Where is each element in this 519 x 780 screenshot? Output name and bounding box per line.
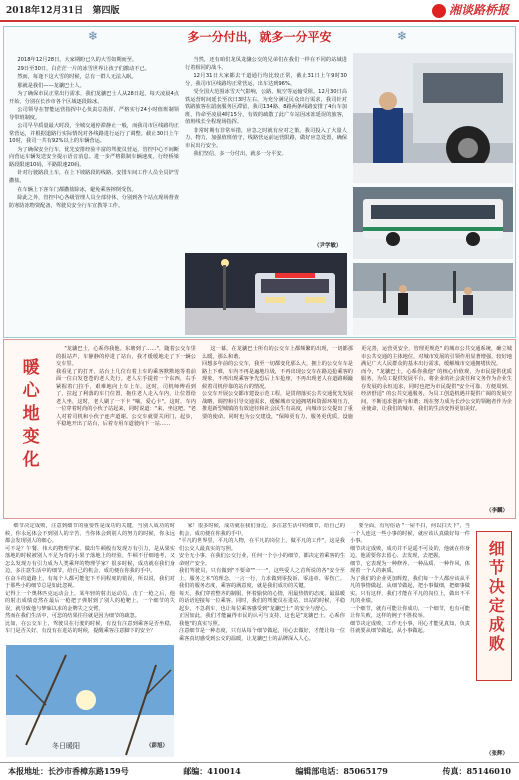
article-column-1 [9,57,179,335]
masthead-logo: 湘谈路桥报 [432,2,509,19]
page-footer [0,762,519,780]
edition-label: 第四版 [92,6,120,16]
footer-postcode: 邮编：410014 [183,766,241,776]
paragraph: 2018年12月28日，大家期盼已久的大雪如期而至。 [17,57,138,63]
paragraph: 我们坚信，多一分付出，就多一分平安。 [193,151,287,158]
paragraph: 29日至30日，白茫茫一片的冰雪世界让孩子们激动不已。 [17,65,150,72]
article-safety [3,26,516,338]
article-byline: （李麟） [486,508,509,514]
photo-caption: 冬日暖阳 [52,742,80,750]
paragraph: 公司早早质量最大时段，全城交通停滞静止一般，而我司市区线路均正常营运，并根据道路行实际情况对各线路进行运行了调整。截止30日上午10时，我司一共有92%以上的车辆营运。 [9,123,179,145]
paragraph: 为了确保安全行车，优先安排经验丰富的驾驶员营运，管控中心不间断向营运车辆发送安全提示语音消息。进一步严格限制车辆速度，行经桥梁路段限速10码，平路限速20码。 [9,146,179,168]
paragraph: 然而，每逢下这大雪的时候，总有一群人无法入眠。 [17,74,137,81]
article-byline: （张辉） [486,751,509,757]
photo-winter-sun [6,645,174,757]
article-column-1: "龙骧巴士，心系你我他。东塘到了……"，随着公交车里的报站声，车静静的停进了站台，我才缓缓地走了下一辆公交车里。 我看见了的打开，站台上几位有着上车的乘客默默地等着前面一位白发苍苍的老人先行。老人左手提着一个东西，右手紧握着门拉手，艰难地向上车上车。这时，司机师傅看到了，拉起了利落的车门位置，拖住老人走入车内，让位置给老人坐，这时，老人刷了一下卡 "嘀，爱心卡"。这时，车内一位穿着时尚的小伙子站起来，同时说道："来，坐这吧。"老人对着司机和小伙子连声道谢。公交车就要关闭门，起步，平稳地开出了站台，后着专用车道驶向下一站…… [56,346,196,428]
paragraph: 除此之外，管控中心各级管理人员全部待休，分别到各个站点现场督查防寒防冻物资配备，驾驶员安全行车宣教等工作。 [9,195,179,209]
paragraph: 12月31日大家都去干道通行均比较正常，截止31日上午9时30分，我司市区线路均正常营运，出车达到96%。 [185,73,347,87]
paragraph: 受全国大范围冰雪天气影响，公路、航空等运输受阻。12月30日高铁运营时间延长至次日3时左右，为充分满足民众出行需求，我司针对铁路旅客在韶南服务区滞留，我司134路、8路两条线路安排了4台车加班，待命至凌晨4时15分，有效的疏散了此广车站因冰冻延误的旅客，值班线长全程现场指挥。 [185,89,347,126]
paragraph: 公司领导在智能运营指挥中心负责总指挥，严格实行24小时值班制领导带班制度。 [9,107,179,121]
paragraph: 当然，还有咱们龙凤龙骧公交的兄弟们在我们一样在不同的站域进行着相同的战斗。 [185,57,347,71]
snowflake-icon: ❄ [397,29,408,43]
article-title: 细节决定成败 [486,540,506,654]
footer-fax: 传真：85146010 [442,766,511,776]
article-column-1: 细节决定成败，注意到细节的重要性是成功的关键，当别人成功的时候，你永远体会不到别人的辛苦，当你体会到别人的努力的时候，你永远都会发现别人的细心。 可不是？午餐、伟大的物理学家、做出牛顿般有发现万有引力，是从果实落地的时候被别人不足为奇的小果子落地上的经验，牛顿不仔细地考，又怎么发现万有引力成为人类乘拜的物理学家？很多时候，成功就在我们身边，多注意生活中的细节，给自己的机会，成功便在你我的手中。 在奋斗的道路上，有每个人都可能犯下不同程度的错误，所以说，我们对于那些小的细节总是如此忽视。 记得上一个奥林匹克运动会上，某年轻的射击运动员，击了一枪之后，他的射击成绩竟然在最后一枪把子弹射到了别人的枪靶上，一个细节的失误，就导致他与梦寐以求的金牌失之交臂。 然而在我们生活中，可悲的结果往往就是因为细节的疏忽。 比如，在公交车上，驾驶员在行驶的时候，有没有注意到乘客是否坐稳，车门是否关好，有没有在进站的时候，提醒乘客注意脚下的安全？ [5,523,175,635]
logo-icon [432,4,446,18]
article-warm-change [3,339,516,519]
page-header [0,0,519,22]
paragraph: 为了确保市民正常出行需求，我们龙骧巴士人从28日起，每天凌晨4点开始，分别在长沙市各个区域逐段除冰。 [9,91,179,105]
photo-snow-sweeping [353,263,513,335]
article-column-2 [185,57,347,197]
footer-phone: 编辑部电话：85065179 [295,766,388,776]
photo-worker-wheel [353,53,513,183]
article-byline: （尹学敏） [314,243,342,249]
paragraph: 那就是我们——龙骧巴士人。 [17,82,85,89]
article-headline: 多一分付出，就多一分平安 [187,30,332,44]
issue-date: 2018年12月31日 第四版 [6,6,120,16]
paragraph: 在车辆上下客车门都撒盐除冰，避免乘客摔倒受伤。 [17,186,137,193]
article-column-2: 这一幕，在龙骧巴士所有的公交车上都频繁的出现，一切都那么暖，那么和谐。 回想多年前的公交车，我至一切都变化那么大，拥上的公交车车是路上下难，车内不再是遍地垃圾，不再出现公交车在路边抢乘客的现象，不再出现乘客争先恐后上车抢座，不再出现老人在道路颠簸候着司机停靠的站台的情况。 公交车开展公交都市建设示范工程，是贯彻落实公共交通优先发展战略，调控和引导交通需求，缓解城市交通拥堵和资源环境压力，推进新型城镇的有效途径和社会民生有高度，向城市公交提出了重要的使命。同时也为公交建设，"保障更有力，服务更优质，设施更完善，运营更安全，管理更规范" 的城市公共交通系统，确立城市公共交通的主体地位，对城市发展的引领作用显著增强，较好地满足广大人民群众的基本出行需求，缓解城市交通拥堵状况。 而今，"龙骧巴士，心系你我他" 的核心价值观，为市民提供优质服务，为员工提供发展平台，将企业的社会责任和文务作为企业生存发展的永恒追求，同时也把为市民提供"安全可靠、方便周到、经济舒适" 的公共交通服务，为员工创造机遇并提供广阔的发展空间，不断追求创新与和谐；现在努力成为长沙公交的领跑者作为企业使命，让我们的城市，我们的生活变得更加美好。 [202,346,512,420]
paragraph: 非常时期有非常举措，应急之时就有应对之策。我司投入了大量人力、物力，加强值班值守，线路营运前运营限路，做好应急处置，确保市民出行安全。 [185,127,347,149]
photo-bus-snow [353,187,513,259]
footer-address: 本报地址：长沙市香樟东路159号 [8,766,129,776]
article-title: 暖心地变化 [18,358,39,473]
article-details [3,521,516,761]
snowflake-icon: ❄ [88,29,99,43]
article-column-3: 要全面，有句俗话 "一屋不扫，何以扫天下"，当一个人连这一些小事的时候，就应该认真做好每一件小事。 细节决定成败，成功并不是遥不可及的，他就在你身边。他需要你去留心、去发现，去把握。 细节，它表现为一种修养、一种品质、一种作风，体现着一个人的素质。 为了我们的企业更加辉煌，我们每一个人都应该从平凡的事情做起，从细节做起，把小事做细，把细事做实。只有这样，我们才能在平凡的岗位上，做出不平凡的业绩。 一个细节，就有可能让你成功，一个细节，也有可能让你失败，这样的例子不胜枚举。 细节决定成败，工作无小事，用心才能见真知，负责任就要从细节做起，从小事做起。 [350,523,470,635]
article-column-2: 家！很多时候，成功就在我们身边，多注意生活中的细节，给自己的机会，成功便在你我的手中。 "平凡的世界里，平凡的人物，在平凡的岗位上，做平凡的工作"，这是我们公交人最真实的写照。 安全无小事，在我们公交行业，任何一个小小的细节，都决定着乘客的生命财产安全。 我们驾驶员，只有做到"不要命""一一"，这些爱人之首所说的各"安全至上，服务之本"的理念，一言一行，力求做到零投诉、零违章、零伤亡。我们的服务态度，乘客的满意度，就是我们成功的关键。 每天，我们穿着整齐的制服，怀着愉快的心情，用最热情的态度、最温暖的话语迎接每一位乘客。同时，我们的驾驶员在进站、出站的时候，平稳起步，不急刹车，也让每位乘客感受到"龙骧巴士" 的安全与舒心。 正因如此，我们才能赢得市民的认可与支持，这也是"龙骧巴士，心系你我他"的真实写照。 注意细节是一种态度，只有从每个细节做起，用心去做好，才能让每一位乘客真切感受到公交的温暖，让龙骧巴士的品牌深入人心。 [179,523,345,642]
photo-credit: （彭旭） [145,743,168,749]
paragraph: 针对行驶路段上车，在上下坡路段的线路，安排车间工作人员全员铲雪撒盐。 [9,170,179,184]
title-box [476,531,512,681]
photo-bus-night [185,253,347,335]
